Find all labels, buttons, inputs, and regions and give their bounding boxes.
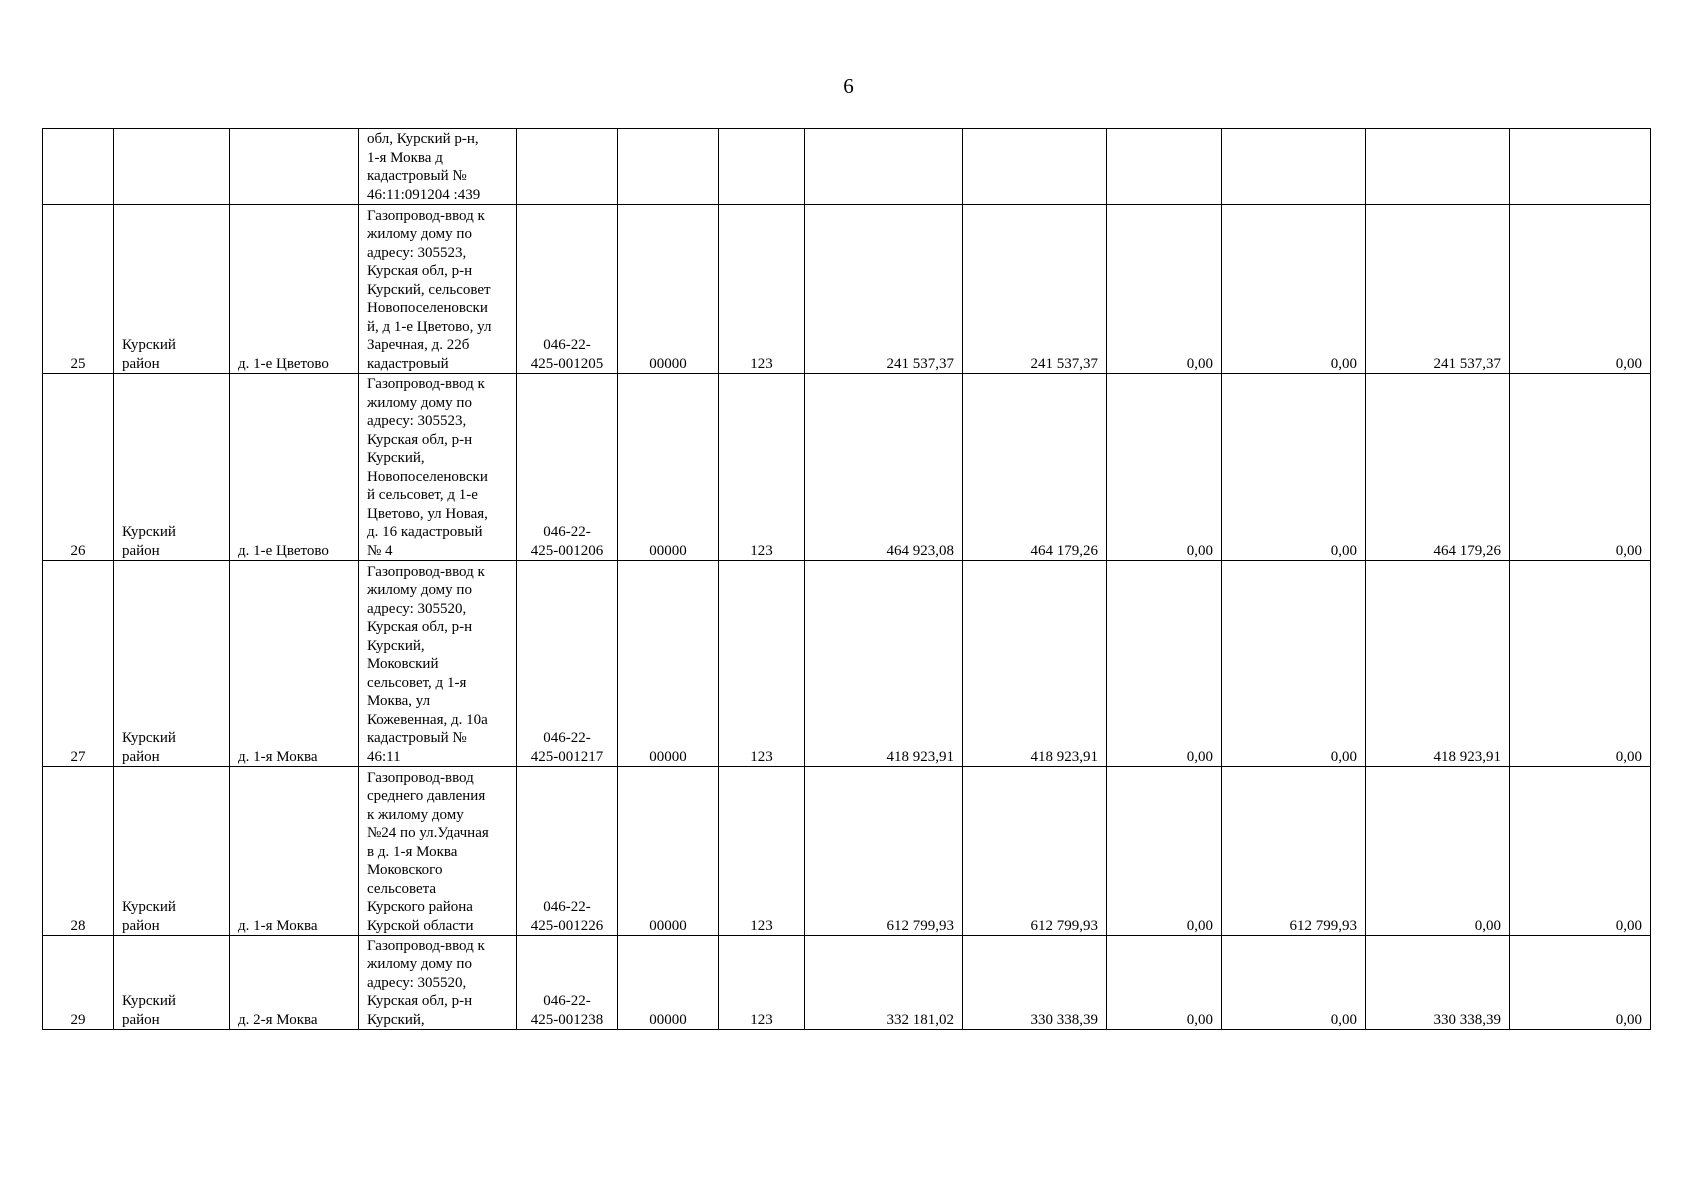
description-cell: Газопровод-ввод среднего давления к жилому дому №24 по ул.Удачная в д. 1-я Моква Моковского сельсовета Курского района Курской области (359, 767, 517, 936)
code-cell: 00000 (618, 374, 719, 561)
value-cell-5: 330 338,39 (1366, 936, 1510, 1030)
value-cell-2: 418 923,91 (963, 561, 1107, 767)
account-cell: 123 (719, 936, 805, 1030)
value-cell-4: 612 799,93 (1222, 767, 1366, 936)
settlement-cell: д. 1-е Цветово (230, 374, 359, 561)
code-cell: 00000 (618, 205, 719, 374)
table-row (43, 129, 1651, 205)
table-row (43, 374, 1651, 561)
account-cell (719, 129, 805, 205)
code-cell: 00000 (618, 767, 719, 936)
value-cell-5: 418 923,91 (1366, 561, 1510, 767)
description-cell: обл, Курский р-н, 1-я Моква д кадастровый № 46:11:091204 :439 (359, 129, 517, 205)
value-cell-1: 612 799,93 (805, 767, 963, 936)
value-cell-2: 464 179,26 (963, 374, 1107, 561)
value-cell-2: 612 799,93 (963, 767, 1107, 936)
table-row (43, 936, 1651, 1030)
row-number-cell: 29 (43, 936, 114, 1030)
code-cell: 00000 (618, 561, 719, 767)
page-number: 6 (843, 74, 854, 98)
description-cell: Газопровод-ввод к жилому дому по адресу: 305523, Курская обл, р-н Курский, Новопоселеновски й сельсовет, д 1-е Цветово, ул Новая, д. 16 кадастровый № 4 (359, 374, 517, 561)
district-cell: Курский район (114, 936, 230, 1030)
row-number-cell: 26 (43, 374, 114, 561)
value-cell-2 (963, 129, 1107, 205)
value-cell-1: 464 923,08 (805, 374, 963, 561)
settlement-cell: д. 1-я Моква (230, 561, 359, 767)
value-cell-6: 0,00 (1510, 767, 1651, 936)
value-cell-3: 0,00 (1107, 936, 1222, 1030)
value-cell-2: 330 338,39 (963, 936, 1107, 1030)
account-cell: 123 (719, 767, 805, 936)
settlement-cell: д. 1-я Моква (230, 767, 359, 936)
table-row (43, 205, 1651, 374)
value-cell-5: 241 537,37 (1366, 205, 1510, 374)
table-row (43, 767, 1651, 936)
row-number-cell: 27 (43, 561, 114, 767)
district-cell: Курский район (114, 767, 230, 936)
row-number-cell: 25 (43, 205, 114, 374)
value-cell-6: 0,00 (1510, 936, 1651, 1030)
value-cell-3: 0,00 (1107, 374, 1222, 561)
inventory-number-cell: 046-22- 425-001238 (517, 936, 618, 1030)
value-cell-1 (805, 129, 963, 205)
district-cell: Курский район (114, 205, 230, 374)
inventory-number-cell: 046-22- 425-001226 (517, 767, 618, 936)
value-cell-6: 0,00 (1510, 205, 1651, 374)
table-row (43, 561, 1651, 767)
settlement-cell (230, 129, 359, 205)
inventory-number-cell: 046-22- 425-001206 (517, 374, 618, 561)
code-cell (618, 129, 719, 205)
inventory-number-cell: 046-22- 425-001205 (517, 205, 618, 374)
description-cell: Газопровод-ввод к жилому дому по адресу: 305520, Курская обл, р-н Курский, Моковский сельсовет, д 1-я Моква, ул Кожевенная, д. 10а кадастровый № 46:11 (359, 561, 517, 767)
value-cell-2: 241 537,37 (963, 205, 1107, 374)
inventory-number-cell: 046-22- 425-001217 (517, 561, 618, 767)
value-cell-4 (1222, 129, 1366, 205)
value-cell-6: 0,00 (1510, 374, 1651, 561)
value-cell-3 (1107, 129, 1222, 205)
inventory-number-cell (517, 129, 618, 205)
district-cell: Курский район (114, 561, 230, 767)
settlement-cell: д. 1-е Цветово (230, 205, 359, 374)
value-cell-5: 464 179,26 (1366, 374, 1510, 561)
value-cell-3: 0,00 (1107, 205, 1222, 374)
description-cell: Газопровод-ввод к жилому дому по адресу: 305520, Курская обл, р-н Курский, (359, 936, 517, 1030)
value-cell-6: 0,00 (1510, 561, 1651, 767)
district-cell: Курский район (114, 374, 230, 561)
value-cell-4: 0,00 (1222, 374, 1366, 561)
account-cell: 123 (719, 205, 805, 374)
value-cell-1: 418 923,91 (805, 561, 963, 767)
value-cell-5 (1366, 129, 1510, 205)
value-cell-1: 332 181,02 (805, 936, 963, 1030)
settlement-cell: д. 2-я Моква (230, 936, 359, 1030)
value-cell-4: 0,00 (1222, 561, 1366, 767)
value-cell-1: 241 537,37 (805, 205, 963, 374)
value-cell-3: 0,00 (1107, 561, 1222, 767)
value-cell-3: 0,00 (1107, 767, 1222, 936)
description-cell: Газопровод-ввод к жилому дому по адресу: 305523, Курская обл, р-н Курский, сельсовет Новопоселеновски й, д 1-е Цветово, ул Заречная, д. 22б кадастровый (359, 205, 517, 374)
value-cell-4: 0,00 (1222, 205, 1366, 374)
account-cell: 123 (719, 561, 805, 767)
row-number-cell: 28 (43, 767, 114, 936)
code-cell: 00000 (618, 936, 719, 1030)
value-cell-6 (1510, 129, 1651, 205)
account-cell: 123 (719, 374, 805, 561)
value-cell-4: 0,00 (1222, 936, 1366, 1030)
district-cell (114, 129, 230, 205)
value-cell-5: 0,00 (1366, 767, 1510, 936)
row-number-cell (43, 129, 114, 205)
asset-table (42, 128, 1651, 1030)
